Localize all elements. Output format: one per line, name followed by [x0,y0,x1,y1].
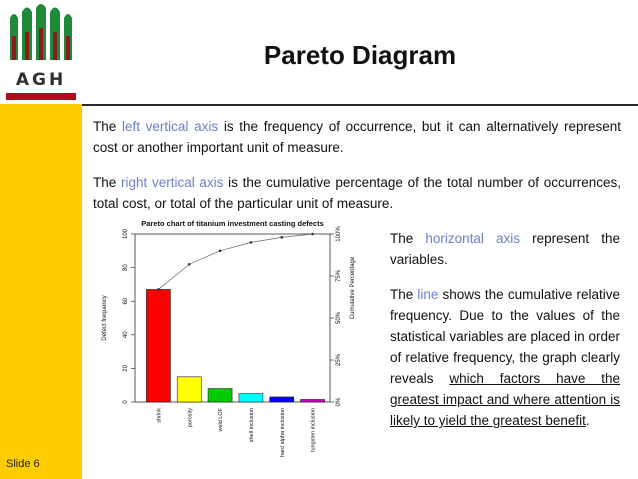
text: is the frequency of occurrence, but it can alternatively represent cost or another important unit of measure. [93,119,622,155]
bar-weld-LOF [208,389,232,402]
category-label: shell inclusion [248,408,255,443]
y-tick-label: 60 [123,297,129,305]
y-axis-label: Defect frequency [102,295,108,341]
paragraph-line [390,284,620,431]
cumulative-point [280,236,283,239]
keyword-line: line [417,287,439,302]
underlined-conclusion: which factors have the greatest impact and where attention is likely to yield the greatest benefit [390,371,620,428]
cumulative-point [311,233,314,236]
paragraph-horizontal-axis [390,228,620,270]
bar-hard-alpha-inclusion [270,397,294,402]
logo-emblem-icon [0,0,82,70]
y-tick-label: 80 [123,264,129,271]
category-label: weld LOF [218,408,225,432]
text: shows the cumulative relative frequency. Due to the values of the statistical variables are placed in order of relative frequency, the graph clearly reveals [390,287,620,386]
y2-tick-label: 25% [336,353,342,367]
cumulative-point [219,250,222,253]
pareto-chart [90,214,380,464]
y2-tick-label: 75% [336,269,342,283]
bar-porosity [177,377,201,402]
cumulative-point [188,263,191,266]
keyword-left-vertical-axis: left vertical axis [121,119,219,134]
y2-tick-label: 0% [336,397,342,407]
chart-title: Pareto chart of titanium investment casting defects [141,219,324,228]
logo-underline [6,93,76,100]
logo [0,0,82,104]
paragraph-left-axis [93,116,621,158]
y2-axis-label: Cumulative Percentage [350,256,356,320]
y-tick-label: 0 [123,400,129,404]
text: The [93,175,121,190]
text: . [585,413,590,428]
y2-tick-label: 100% [336,226,342,242]
category-label: tungsten inclusion [310,408,317,453]
bar-tungsten-inclusion [301,399,325,402]
text: The [93,119,122,134]
keyword-right-vertical-axis: right vertical axis [120,175,224,190]
paragraph-right-axis [93,172,621,214]
logo-wordmark: AGH [15,70,67,90]
text: The [390,287,418,302]
category-label: porosity [187,408,194,428]
slide-number: Slide 6 [6,458,40,470]
slide-title: Pareto Diagram [263,40,457,70]
cumulative-line [158,234,312,289]
bar-shell-inclusion [239,394,263,402]
cumulative-point [250,241,253,244]
text: The [390,231,426,246]
y-tick-label: 40 [123,331,129,339]
category-label: hard alpha inclusion [279,408,286,457]
y-tick-label: 20 [123,365,129,372]
text: represent the variables. [390,231,620,267]
keyword-horizontal-axis: horizontal axis [425,231,520,246]
text: is the cumulative percentage of the total number of occurrences, total cost, or total of the particular unit of measure. [93,175,621,211]
bar-shrink [146,289,170,402]
y-tick-label: 100 [123,228,129,240]
y2-tick-label: 50% [336,311,342,325]
cumulative-point [157,288,160,291]
category-label: shrink [156,408,163,423]
